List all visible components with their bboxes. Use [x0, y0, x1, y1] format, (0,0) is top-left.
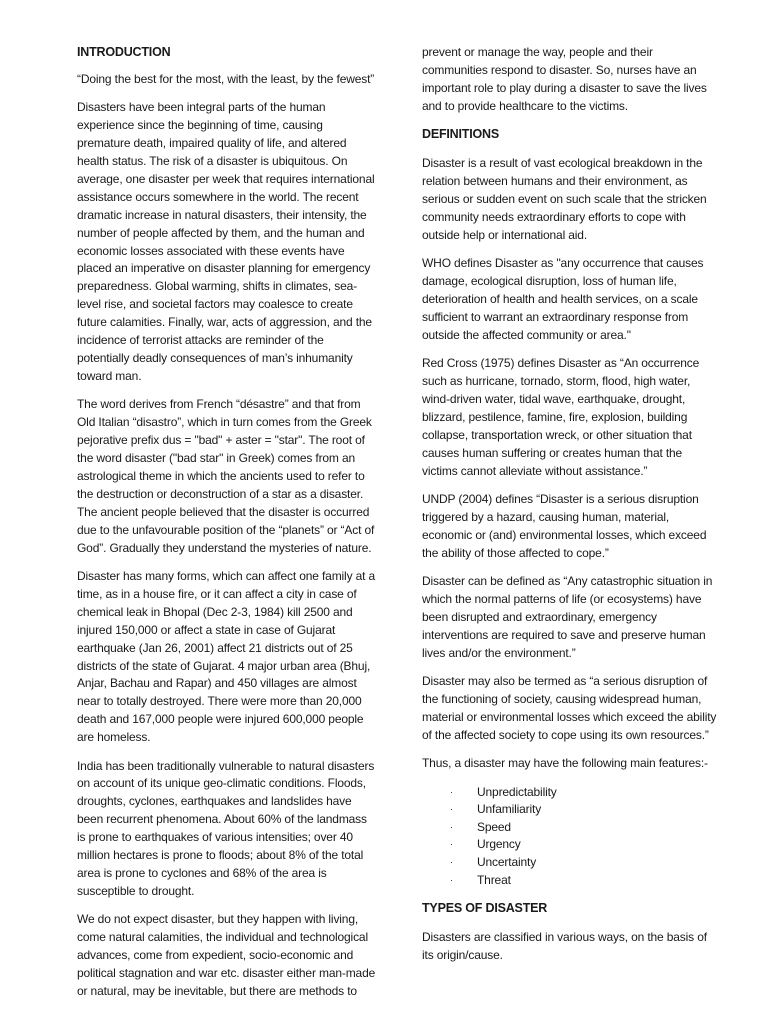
left-column — [77, 44, 377, 1011]
definition-red-cross: Red Cross (1975) defines Disaster as “An occurrence such as hurricane, tornado, storm, flood, high water, wind-driven water, tidal wave, earthquake, drought, blizzard, pestilence, famine, fire, explosion, building collapse, transportation wreck, or other situation that causes human suffering or creates human that the victims cannot alleviate without assistance.” — [422, 356, 700, 478]
definition-undp: UNDP (2004) defines “Disaster is a serious disruption triggered by a hazard, causing human, material, economic or (and) environmental losses, which exceed the ability of those affected to cope.” — [422, 491, 707, 560]
intro-paragraph-1: Disasters have been integral parts of the human experience since the beginning of time, causing premature death, impaired quality of life, and altered health status. The risk of a disaster is ubiquitous. On average, one disaster per week that requires international assistance occurs somewhere in the world. The recent dramatic increase in natural disasters, their intensity, the number of people affected by them, and the human and economic losses associated with these events have placed an imperative on disaster planning for emergency preparedness. Global warming, shifts in climates, sea-level rise, and societal factors may coalesce to create future calamities. Finally, war, acts of aggression, and the incidence of terrorist attacks are reminder of the potentially deadly consequences of man’s inhumanity toward man. — [77, 100, 375, 383]
introduction-heading: INTRODUCTION — [77, 45, 171, 59]
intro-paragraph-forms: Disaster has many forms, which can affect one family at a time, as in a house fire, or it can affect a city in case of chemical leak in Bhopal (Dec 2-3, 1984) kill 2500 and injured 150,000 or affect a state in case of Gujarat earthquake (Jan 26, 2001) affect 21 districts out of 25 districts of the state of Gujarat. 4 major urban area (Bhuj, Anjar, Bachau and Rapar) and 450 villages are almost near to totally destroyed. There were more than 20,000 death and 167,000 people were injured 600,000 people are homeless. — [77, 568, 376, 745]
bullet-icon: · — [450, 821, 453, 832]
intro-paragraph-india: India has been traditionally vulnerable to natural disasters on account of its unique geo-climatic conditions. Floods, droughts, cyclones, earthquakes and landslides have been recurrent phenomena. About 60% of the landmass is prone to earthquakes of various intensities; over 40 million hectares is prone to floods; about 8% of the total area is prone to cyclones and 68% of the area is susceptible to drought. — [77, 758, 375, 898]
list-item: · Uncertainty — [422, 854, 718, 872]
bullet-icon: · — [450, 839, 453, 850]
list-item: · Unpredictability — [422, 784, 718, 802]
right-column — [422, 44, 718, 975]
types-paragraph: Disasters are classified in various ways, on the basis of its origin/cause. — [422, 930, 707, 962]
continuation-paragraph: prevent or manage the way, people and their communities respond to disaster. So, nurses have an important role to play during a disaster to save the lives and to provide healthcare to the victims. — [422, 45, 707, 113]
definition-catastrophic: Disaster can be defined as “Any catastrophic situation in which the normal patterns of life (or ecosystems) have been disrupted and extraordinary, emergency interventions are required to save and preserve human lives and/or the environment.” — [422, 574, 713, 660]
definition-disruption: Disaster may also be termed as “a serious disruption of the functioning of society, causing widespread human, material or environmental losses which exceed the ability of the affected society to cope using its own resources.” — [422, 674, 717, 742]
intro-paragraph-prevention: We do not expect disaster, but they happen with living, come natural calamities, the individual and technological advances, come from expedient, socio-economic and political stagnation and war etc. disaster either man-made or natural, may be inevitable, but there are methods to — [77, 912, 376, 998]
epigraph-quote: “Doing the best for the most, with the least, by the fewest” — [77, 71, 375, 86]
definitions-heading: DEFINITIONS — [422, 127, 499, 142]
definition-who: WHO defines Disaster as "any occurrence that causes damage, ecological disruption, loss of human life, deterioration of health and health services, on a scale sufficient to warrant an extraordinary response from outside the affected community or area." — [422, 256, 704, 342]
bullet-icon: · — [450, 857, 453, 867]
definition-ecological: Disaster is a result of vast ecological breakdown in the relation between humans and their environment, as serious or sudden event on such scale that the stricken community needs extraordinary efforts to cope with outside help or international aid. — [422, 156, 707, 242]
bullet-icon: · — [450, 874, 453, 885]
bullet-icon: · — [450, 786, 453, 797]
list-item: · Unfamiliarity — [422, 801, 718, 819]
types-of-disaster-heading: TYPES OF DISASTER — [422, 901, 548, 916]
features-list — [422, 784, 718, 890]
list-item: · Speed — [422, 819, 718, 837]
list-item: · Threat — [422, 872, 718, 890]
bullet-icon: · — [450, 804, 453, 815]
features-intro: Thus, a disaster may have the following main features:- — [422, 756, 708, 771]
list-item: · Urgency — [422, 836, 718, 854]
intro-paragraph-etymology: The word derives from French “désastre” and that from Old Italian “disastro”, which in turn comes from the Greek pejorative prefix dus = "bad" + aster = "star". The root of the word disaster ("bad star" in Greek) comes from an astrological theme in which the ancients used to refer to the destruction or deconstruction of a star as a disaster. The ancient people believed that the disaster is occurred due to the unfavourable position of the “planets” or “Act of God”. Gradually they understand the mysteries of nature. — [77, 397, 375, 555]
